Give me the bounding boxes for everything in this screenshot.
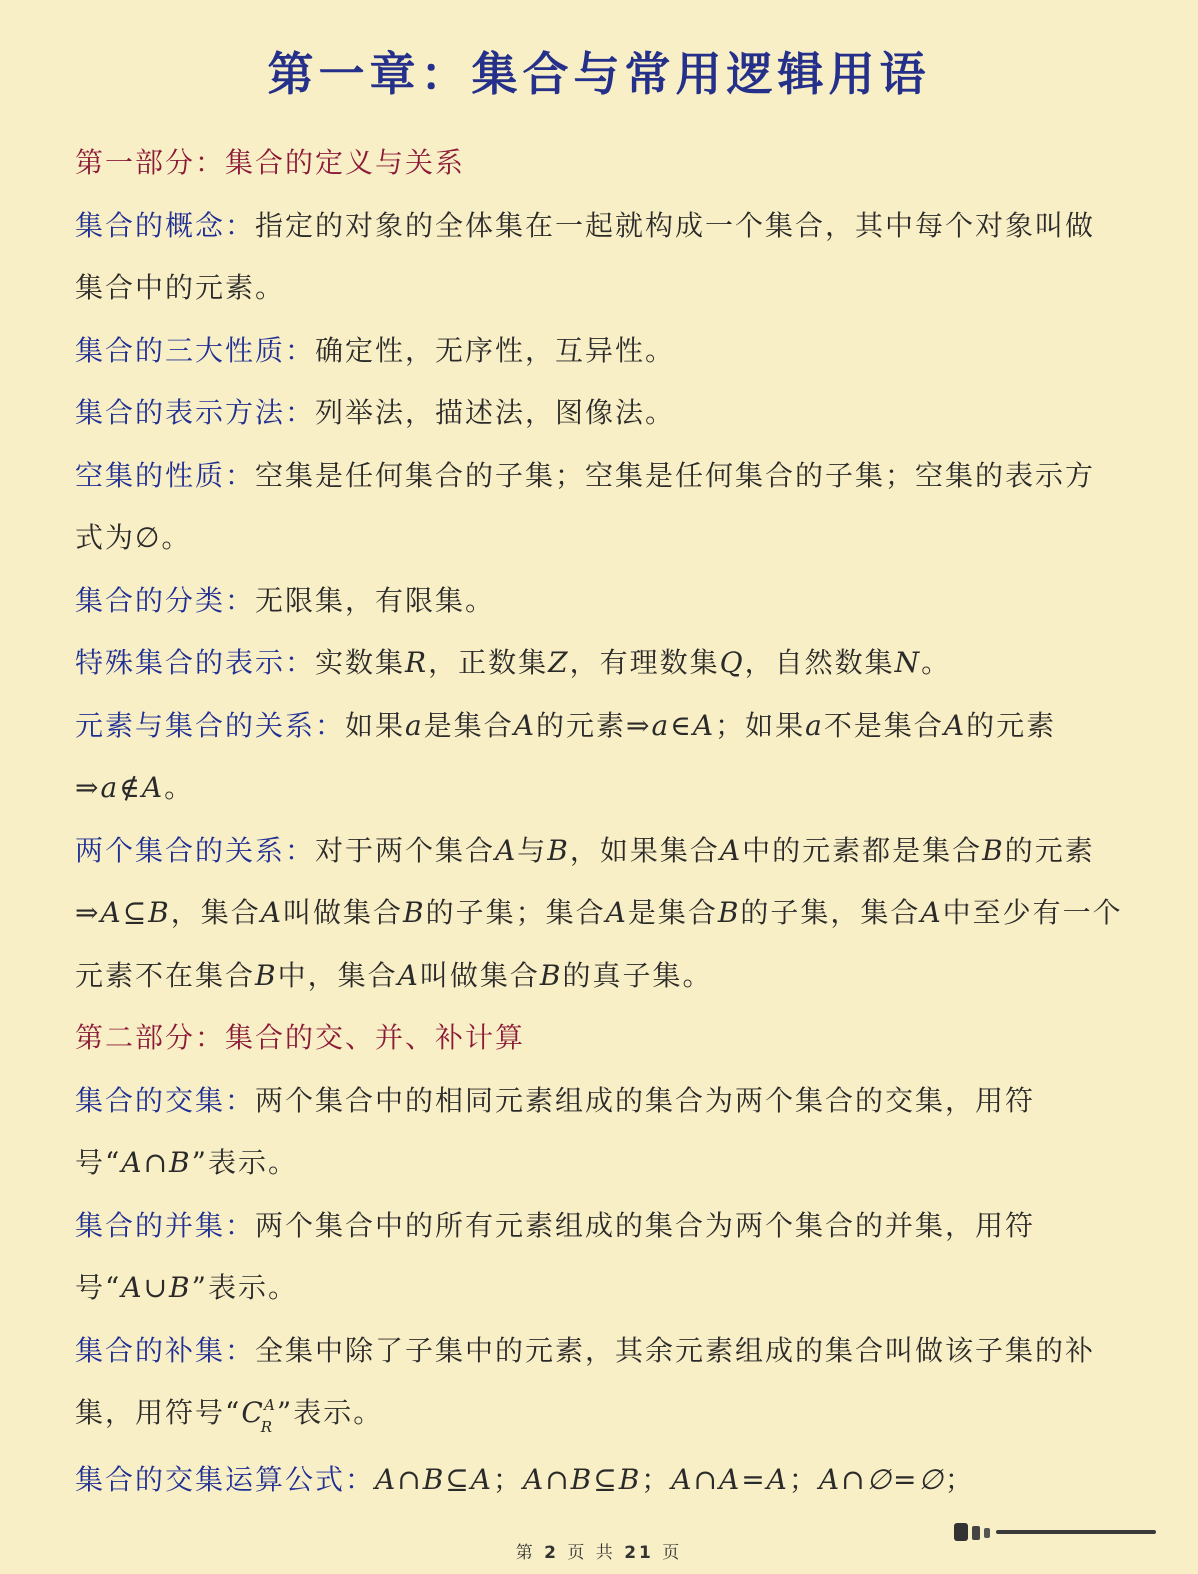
formula-3: A∩A=A <box>671 1462 789 1496</box>
total-pages: 21 <box>624 1543 654 1563</box>
term-intersection: 集合的交集： <box>75 1083 256 1117</box>
text-elem-5: 不是集合 <box>823 708 944 742</box>
text-intersection-tail: 表示。 <box>207 1146 298 1179</box>
text-special-4: ，自然数集 <box>744 646 895 679</box>
symbol-B: B <box>717 896 741 929</box>
text-complement-tail: 表示。 <box>293 1396 384 1429</box>
text-elem-7: 。 <box>164 771 195 804</box>
text-elem-6: 的元素⇒ <box>75 708 1057 804</box>
text-two-7: 叫做集合 <box>282 896 403 929</box>
term-concept: 集合的概念： <box>75 208 256 242</box>
symbol-A: A <box>943 708 967 742</box>
text-two-3: ，如果集合 <box>569 833 720 867</box>
content-body <box>75 132 1125 1511</box>
text-special-5: 。 <box>921 646 952 679</box>
text-special-3: ，有理数集 <box>569 646 720 679</box>
section-heading-1: 第一部分：集合的定义与关系 <box>75 146 466 179</box>
quote-open: “ <box>225 1396 242 1429</box>
text-two-13: 叫做集合 <box>419 958 540 992</box>
para-classification <box>75 570 1125 633</box>
text-elem-4: ；如果 <box>715 708 806 742</box>
formula-1: A∩B⊆A <box>375 1462 493 1496</box>
text-two-12: 中，集合 <box>277 958 398 992</box>
footer-text-2: 页 共 <box>567 1543 616 1563</box>
text-intersection: 两个集合中的相同元素组成的集合为两个集合的交集，用符号 <box>75 1083 1036 1179</box>
term-special-sets: 特殊集合的表示： <box>75 646 316 679</box>
para-concept <box>75 195 1125 320</box>
para-special-sets <box>75 632 1125 695</box>
text-union-tail: 表示。 <box>207 1271 298 1304</box>
page-footer <box>0 1538 1198 1563</box>
symbol-C: C <box>241 1396 265 1429</box>
symbol-R: R <box>405 646 429 679</box>
para-two-sets <box>75 820 1125 1008</box>
symbol-B: B <box>403 896 426 929</box>
page-number: 2 <box>544 1543 559 1563</box>
text-elem-3: 的元素⇒ <box>535 708 652 742</box>
term-complement: 集合的补集： <box>75 1333 256 1367</box>
symbol-Z: Z <box>548 646 570 679</box>
text-two-9: 是集合 <box>627 896 718 929</box>
symbol-C-subscript: R <box>260 1418 275 1436</box>
text-two-2: 与 <box>517 833 548 867</box>
text-concept: 指定的对象的全体集在一起就构成一个集合，其中每个对象叫做集合中的元素。 <box>75 208 1096 304</box>
term-empty-set: 空集的性质： <box>75 458 256 492</box>
text-elem-1: 如果 <box>345 708 406 742</box>
symbol-A: A <box>397 958 420 992</box>
separator: ； <box>788 1462 819 1496</box>
symbol-A: A <box>495 833 518 867</box>
term-properties: 集合的三大性质： <box>75 333 316 367</box>
text-two-14: 的真子集。 <box>562 958 713 992</box>
term-classification: 集合的分类： <box>75 583 256 617</box>
symbol-B: B <box>539 958 563 992</box>
text-complement: 全集中除了子集中的元素，其余元素组成的集合叫做该子集的补集，用符号 <box>75 1333 1096 1429</box>
separator: ； <box>641 1462 672 1496</box>
text-representation: 列举法，描述法，图像法。 <box>315 396 676 429</box>
page-title: 第一章：集合与常用逻辑用语 <box>267 47 931 101</box>
text-empty-set: 空集是任何集合的子集；空集是任何集合的子集；空集的表示方式为 <box>75 458 1096 554</box>
text-properties: 确定性，无序性，互异性。 <box>315 333 676 367</box>
symbol-A: A <box>719 833 743 867</box>
formula-2: A∩B⊆B <box>522 1462 642 1496</box>
empty-set-symbol: ∅ <box>135 521 162 554</box>
text-two-11: 中至少有一个元素不在集合 <box>75 896 1123 992</box>
term-representation: 集合的表示方法： <box>75 396 316 429</box>
separator: ； <box>492 1462 523 1496</box>
symbol-A: A <box>513 708 536 742</box>
term-element-relation: 元素与集合的关系： <box>75 708 346 742</box>
text-two-5: 的元素⇒ <box>75 833 1095 929</box>
formula-a-notin-A: a∉A <box>100 771 165 804</box>
symbol-B: B <box>982 833 1005 867</box>
period: 。 <box>161 521 192 554</box>
para-union <box>75 1195 1125 1320</box>
quote-open: “ <box>105 1146 122 1179</box>
para-element-relation <box>75 695 1125 820</box>
para-representation <box>75 382 1125 445</box>
symbol-B: B <box>547 833 570 867</box>
quote-close: ” <box>191 1271 208 1304</box>
footer-text-3: 页 <box>662 1543 683 1563</box>
text-two-1: 对于两个集合 <box>315 833 496 867</box>
text-classification: 无限集，有限集。 <box>255 583 496 617</box>
symbol-A: A <box>260 896 283 929</box>
symbol-C-superscript: A <box>264 1396 277 1414</box>
para-complement <box>75 1320 1125 1449</box>
text-special-2: ，正数集 <box>428 646 549 679</box>
text-two-6: ，集合 <box>170 896 261 929</box>
quote-open: “ <box>105 1271 122 1304</box>
para-empty-set <box>75 445 1125 570</box>
symbol-N: N <box>894 646 922 679</box>
symbol-Q: Q <box>719 646 745 679</box>
quote-close: ” <box>276 1396 294 1429</box>
formula-a-in-A: a∈A <box>651 708 716 742</box>
formula-4: A∩∅=∅ <box>818 1462 945 1496</box>
para-intersection-formulas <box>75 1449 1125 1512</box>
text-two-10: 的子集，集合 <box>740 896 921 929</box>
symbol-B: B <box>255 958 278 992</box>
text-two-8: 的子集；集合 <box>425 896 606 929</box>
text-two-4: 中的元素都是集合 <box>742 833 983 867</box>
para-intersection <box>75 1070 1125 1195</box>
formula-A-subset-B: A⊆B <box>100 896 171 929</box>
symbol-a: a <box>805 708 824 742</box>
term-union: 集合的并集： <box>75 1208 256 1242</box>
symbol-A: A <box>920 896 943 929</box>
quote-close: ” <box>191 1146 208 1179</box>
formula-A-cup-B: A∪B <box>121 1271 192 1304</box>
footer-text-1: 第 <box>515 1543 536 1563</box>
para-properties <box>75 320 1125 383</box>
symbol-A: A <box>605 896 628 929</box>
text-elem-2: 是集合 <box>423 708 514 742</box>
formula-A-cap-B: A∩B <box>121 1146 192 1179</box>
separator: ； <box>944 1462 975 1496</box>
text-union: 两个集合中的所有元素组成的集合为两个集合的并集，用符号 <box>75 1208 1036 1304</box>
symbol-a: a <box>405 708 424 742</box>
term-formulas: 集合的交集运算公式： <box>75 1462 376 1496</box>
text-special-1: 实数集 <box>315 646 406 679</box>
section-heading-2: 第二部分：集合的交、并、补计算 <box>75 1021 526 1054</box>
term-two-sets: 两个集合的关系： <box>75 833 316 867</box>
